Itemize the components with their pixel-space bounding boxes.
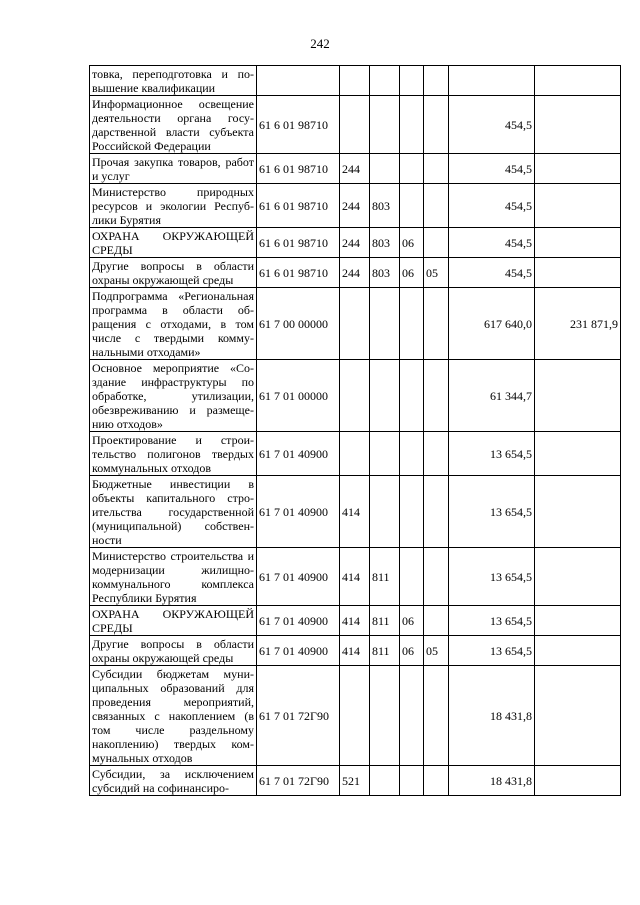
cell-code: 61 6 01 98710 bbox=[257, 258, 340, 288]
cell-sum1: 454,5 bbox=[449, 154, 535, 184]
cell-pr: 05 bbox=[424, 636, 449, 666]
cell-code: 61 7 01 00000 bbox=[257, 360, 340, 432]
cell-sum2 bbox=[535, 228, 621, 258]
cell-name: ОХРАНА ОКРУЖАЮЩЕЙ СРЕДЫ bbox=[90, 228, 257, 258]
cell-rz bbox=[400, 432, 424, 476]
cell-name: Другие вопросы в области охраны окружающей среды bbox=[90, 636, 257, 666]
cell-vr: 244 bbox=[340, 184, 370, 228]
page-number: 242 bbox=[310, 36, 330, 51]
cell-sum1: 454,5 bbox=[449, 96, 535, 154]
cell-sum2 bbox=[535, 184, 621, 228]
table-row bbox=[90, 288, 621, 360]
cell-vr: 244 bbox=[340, 154, 370, 184]
cell-grbs: 803 bbox=[370, 258, 400, 288]
cell-rz bbox=[400, 360, 424, 432]
cell-vr: 521 bbox=[340, 766, 370, 796]
cell-vr bbox=[340, 360, 370, 432]
table-body bbox=[90, 66, 621, 796]
cell-vr: 414 bbox=[340, 606, 370, 636]
cell-code: 61 7 01 40900 bbox=[257, 548, 340, 606]
cell-pr bbox=[424, 288, 449, 360]
cell-pr bbox=[424, 432, 449, 476]
cell-vr: 414 bbox=[340, 636, 370, 666]
cell-rz: 06 bbox=[400, 636, 424, 666]
cell-name: Прочая закупка товаров, работ и услуг bbox=[90, 154, 257, 184]
cell-pr bbox=[424, 360, 449, 432]
cell-vr bbox=[340, 66, 370, 96]
cell-grbs: 811 bbox=[370, 606, 400, 636]
cell-sum1: 454,5 bbox=[449, 228, 535, 258]
cell-code: 61 6 01 98710 bbox=[257, 154, 340, 184]
cell-sum2 bbox=[535, 66, 621, 96]
cell-rz bbox=[400, 548, 424, 606]
table-row bbox=[90, 154, 621, 184]
cell-rz bbox=[400, 476, 424, 548]
cell-grbs bbox=[370, 476, 400, 548]
cell-rz bbox=[400, 96, 424, 154]
cell-rz bbox=[400, 184, 424, 228]
cell-sum1: 617 640,0 bbox=[449, 288, 535, 360]
table-row bbox=[90, 258, 621, 288]
cell-grbs: 811 bbox=[370, 548, 400, 606]
cell-name: Субсидии, за исключением субсидий на софинансиро- bbox=[90, 766, 257, 796]
table-row bbox=[90, 476, 621, 548]
cell-sum1: 13 654,5 bbox=[449, 476, 535, 548]
cell-code: 61 7 01 40900 bbox=[257, 432, 340, 476]
cell-name: Министерство природных ресурсов и экологии Республики Бурятия bbox=[90, 184, 257, 228]
cell-vr: 414 bbox=[340, 476, 370, 548]
budget-table bbox=[89, 65, 621, 796]
cell-rz: 06 bbox=[400, 228, 424, 258]
cell-code: 61 7 00 00000 bbox=[257, 288, 340, 360]
cell-sum2 bbox=[535, 258, 621, 288]
cell-rz bbox=[400, 766, 424, 796]
cell-sum1: 13 654,5 bbox=[449, 636, 535, 666]
cell-sum1: 18 431,8 bbox=[449, 766, 535, 796]
cell-pr: 05 bbox=[424, 258, 449, 288]
cell-grbs bbox=[370, 666, 400, 766]
cell-grbs bbox=[370, 96, 400, 154]
cell-grbs bbox=[370, 66, 400, 96]
cell-pr bbox=[424, 228, 449, 258]
cell-sum2 bbox=[535, 548, 621, 606]
cell-sum1: 13 654,5 bbox=[449, 548, 535, 606]
cell-pr bbox=[424, 548, 449, 606]
cell-pr bbox=[424, 606, 449, 636]
cell-name: Информационное освещение деятельности органа государственной власти субъекта Российской Федерации bbox=[90, 96, 257, 154]
table-row bbox=[90, 184, 621, 228]
cell-vr bbox=[340, 666, 370, 766]
cell-sum1: 61 344,7 bbox=[449, 360, 535, 432]
cell-rz bbox=[400, 66, 424, 96]
cell-pr bbox=[424, 66, 449, 96]
cell-sum1: 13 654,5 bbox=[449, 606, 535, 636]
table-row bbox=[90, 96, 621, 154]
cell-vr: 244 bbox=[340, 228, 370, 258]
cell-pr bbox=[424, 154, 449, 184]
cell-name: Министерство строительства и модернизации жилищно-коммунального комплекса Республики Бурятия bbox=[90, 548, 257, 606]
cell-sum2: 231 871,9 bbox=[535, 288, 621, 360]
table-row bbox=[90, 606, 621, 636]
cell-rz: 06 bbox=[400, 258, 424, 288]
cell-sum2 bbox=[535, 476, 621, 548]
table-row bbox=[90, 766, 621, 796]
cell-code: 61 7 01 72Г90 bbox=[257, 766, 340, 796]
cell-sum2 bbox=[535, 96, 621, 154]
table-row bbox=[90, 360, 621, 432]
cell-code: 61 6 01 98710 bbox=[257, 96, 340, 154]
cell-sum2 bbox=[535, 636, 621, 666]
cell-vr: 414 bbox=[340, 548, 370, 606]
cell-grbs bbox=[370, 766, 400, 796]
cell-grbs: 803 bbox=[370, 184, 400, 228]
cell-name: Подпрограмма «Региональная программа в области обращения с отходами, в том числе с твердыми коммунальными отходами» bbox=[90, 288, 257, 360]
cell-grbs bbox=[370, 288, 400, 360]
cell-code: 61 7 01 40900 bbox=[257, 606, 340, 636]
cell-rz bbox=[400, 666, 424, 766]
cell-rz bbox=[400, 154, 424, 184]
cell-grbs: 803 bbox=[370, 228, 400, 258]
cell-rz bbox=[400, 288, 424, 360]
cell-pr bbox=[424, 666, 449, 766]
cell-name: Субсидии бюджетам муниципальных образований для проведения мероприятий, связанных с накоплением (в том числе раздельному накоплению) твердых коммунальных отходов bbox=[90, 666, 257, 766]
cell-sum2 bbox=[535, 360, 621, 432]
cell-rz: 06 bbox=[400, 606, 424, 636]
cell-grbs bbox=[370, 432, 400, 476]
cell-sum1: 13 654,5 bbox=[449, 432, 535, 476]
cell-vr: 244 bbox=[340, 258, 370, 288]
table-row bbox=[90, 666, 621, 766]
cell-name: Бюджетные инвестиции в объекты капитального строительства государственной (муниципальной) собственности bbox=[90, 476, 257, 548]
cell-name: Другие вопросы в области охраны окружающей среды bbox=[90, 258, 257, 288]
cell-vr bbox=[340, 432, 370, 476]
cell-vr bbox=[340, 96, 370, 154]
cell-name: товка, переподготовка и повышение квалификации bbox=[90, 66, 257, 96]
cell-name: Основное мероприятие «Создание инфраструктуры по обработке, утилизации, обезвреживанию и размещению отходов» bbox=[90, 360, 257, 432]
cell-pr bbox=[424, 184, 449, 228]
cell-sum1 bbox=[449, 66, 535, 96]
cell-pr bbox=[424, 766, 449, 796]
cell-code: 61 7 01 40900 bbox=[257, 476, 340, 548]
cell-code: 61 6 01 98710 bbox=[257, 228, 340, 258]
table-row bbox=[90, 228, 621, 258]
cell-grbs bbox=[370, 154, 400, 184]
cell-sum1: 18 431,8 bbox=[449, 666, 535, 766]
cell-sum2 bbox=[535, 606, 621, 636]
cell-name: Проектирование и строительство полигонов твердых коммунальных отходов bbox=[90, 432, 257, 476]
table-row bbox=[90, 66, 621, 96]
cell-sum2 bbox=[535, 666, 621, 766]
cell-sum1: 454,5 bbox=[449, 184, 535, 228]
table-row bbox=[90, 548, 621, 606]
cell-vr bbox=[340, 288, 370, 360]
cell-pr bbox=[424, 476, 449, 548]
cell-grbs bbox=[370, 360, 400, 432]
table-row bbox=[90, 432, 621, 476]
cell-sum2 bbox=[535, 766, 621, 796]
cell-sum2 bbox=[535, 432, 621, 476]
cell-sum1: 454,5 bbox=[449, 258, 535, 288]
cell-code: 61 6 01 98710 bbox=[257, 184, 340, 228]
table-row bbox=[90, 636, 621, 666]
cell-code: 61 7 01 40900 bbox=[257, 636, 340, 666]
cell-name: ОХРАНА ОКРУЖАЮЩЕЙ СРЕДЫ bbox=[90, 606, 257, 636]
cell-sum2 bbox=[535, 154, 621, 184]
cell-code: 61 7 01 72Г90 bbox=[257, 666, 340, 766]
cell-code bbox=[257, 66, 340, 96]
cell-grbs: 811 bbox=[370, 636, 400, 666]
cell-pr bbox=[424, 96, 449, 154]
